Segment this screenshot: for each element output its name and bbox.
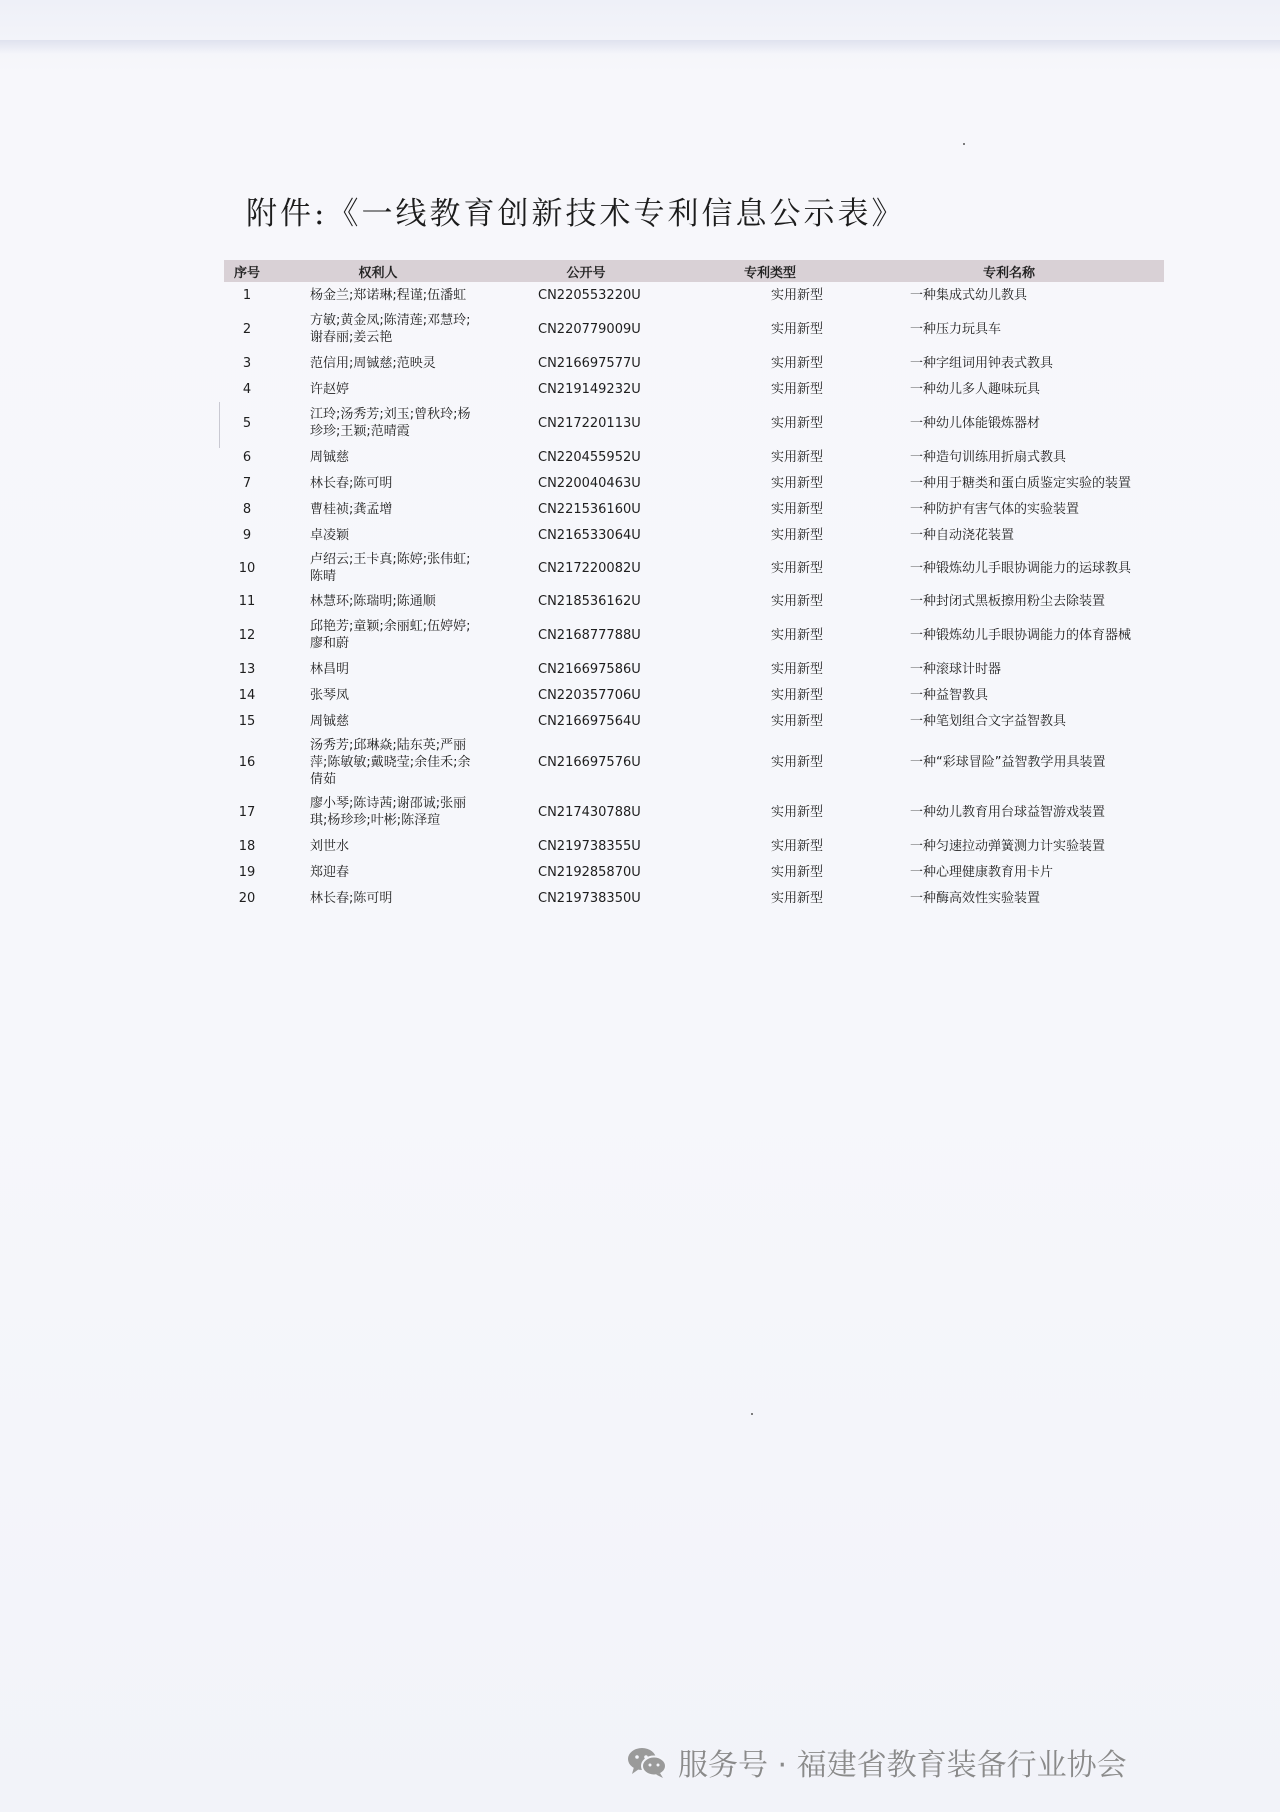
table-row: [224, 734, 1164, 791]
table-row: [224, 402, 1164, 444]
row-publication-number: CN220357706U: [538, 687, 641, 703]
row-publication-number: CN218536162U: [538, 593, 641, 609]
row-publication-number: CN216533064U: [538, 527, 641, 543]
row-holder: 杨金兰;郑诺琳;程谨;伍潘虹: [310, 287, 467, 303]
table-row: [224, 588, 1164, 614]
scan-speck: [751, 1413, 753, 1415]
row-patent-type: 实用新型: [770, 527, 823, 543]
watermark-text: 服务号 · 福建省教育装备行业协会: [678, 1748, 1127, 1783]
header-patent-name: 专利名称: [854, 260, 1164, 282]
table-body: [224, 282, 1164, 911]
table-row: [224, 682, 1164, 708]
row-patent-type: 实用新型: [770, 415, 823, 431]
row-holder: 刘世水: [310, 838, 350, 854]
row-holder: 张琴凤: [310, 687, 350, 703]
patent-table: [224, 260, 1164, 911]
row-patent-type: 实用新型: [770, 661, 823, 677]
row-index: 20: [238, 890, 256, 906]
row-holder: 汤秀芳;邱琳焱;陆东英;严丽萍;陈敏敏;戴晓莹;余佳禾;余倩茹: [310, 738, 471, 787]
row-holder: 范信用;周铖慈;范映灵: [310, 355, 436, 371]
row-publication-number: CN219285870U: [538, 864, 641, 880]
table-header-row: [224, 260, 1164, 282]
row-index: 1: [242, 287, 252, 303]
table-row: [224, 308, 1164, 350]
row-publication-number: CN217430788U: [538, 804, 641, 820]
row-holder: 林长春;陈可明: [310, 890, 393, 906]
row-patent-type: 实用新型: [770, 449, 823, 465]
row-index: 18: [238, 838, 256, 854]
row-publication-number: CN216877788U: [538, 627, 641, 643]
row-patent-name: 一种字组词用钟表式教具: [910, 355, 1054, 371]
row-index: 15: [238, 713, 256, 729]
row-patent-type: 实用新型: [770, 381, 823, 397]
row-publication-number: CN217220082U: [538, 560, 641, 576]
table-row: [224, 470, 1164, 496]
table-row: [224, 376, 1164, 402]
row-patent-name: 一种用于糖类和蛋白质鉴定实验的装置: [910, 475, 1132, 491]
row-holder: 卢绍云;王卡真;陈婷;张伟虹;陈晴: [310, 552, 471, 584]
table-row: [224, 656, 1164, 682]
row-patent-name: 一种心理健康教育用卡片: [910, 864, 1054, 880]
row-patent-name: 一种幼儿教育用台球益智游戏装置: [910, 804, 1106, 820]
row-patent-name: 一种压力玩具车: [910, 321, 1002, 337]
header-index: 序号: [224, 260, 270, 282]
header-publication-number: 公开号: [486, 260, 686, 282]
row-holder: 周铖慈: [310, 449, 350, 465]
row-index: 6: [242, 449, 252, 465]
row-patent-type: 实用新型: [770, 804, 823, 820]
row-publication-number: CN220779009U: [538, 321, 641, 337]
row-patent-type: 实用新型: [770, 890, 823, 906]
row-holder: 廖小琴;陈诗茜;谢邵诚;张丽琪;杨珍珍;叶彬;陈泽瑄: [310, 796, 467, 828]
row-holder: 卓凌颖: [310, 527, 350, 543]
row-publication-number: CN219149232U: [538, 381, 641, 397]
table-row: [224, 833, 1164, 859]
row-publication-number: CN220455952U: [538, 449, 641, 465]
row-publication-number: CN216697577U: [538, 355, 641, 371]
row-publication-number: CN216697564U: [538, 713, 641, 729]
margin-mark: [219, 402, 220, 448]
row-patent-type: 实用新型: [770, 560, 823, 576]
header-holder: 权利人: [270, 260, 486, 282]
table-row: [224, 282, 1164, 308]
row-patent-name: 一种造句训练用折扇式教具: [910, 449, 1067, 465]
row-patent-name: 一种锻炼幼儿手眼协调能力的体育器械: [910, 627, 1132, 643]
row-holder: 许赵婷: [310, 381, 350, 397]
row-patent-type: 实用新型: [770, 687, 823, 703]
scan-speck: [963, 143, 965, 145]
table-row: [224, 859, 1164, 885]
row-holder: 方敏;黄金凤;陈清莲;邓慧玲;谢春丽;姜云艳: [310, 313, 471, 345]
row-publication-number: CN219738350U: [538, 890, 641, 906]
row-index: 17: [238, 804, 256, 820]
row-patent-type: 实用新型: [770, 838, 823, 854]
row-patent-name: 一种酶高效性实验装置: [910, 890, 1041, 906]
row-patent-name: 一种益智教具: [910, 687, 989, 703]
row-patent-type: 实用新型: [770, 627, 823, 643]
row-index: 8: [242, 501, 252, 517]
row-index: 10: [238, 560, 256, 576]
row-publication-number: CN216697586U: [538, 661, 641, 677]
row-publication-number: CN220553220U: [538, 287, 641, 303]
table-row: [224, 885, 1164, 911]
table-row: [224, 791, 1164, 833]
row-patent-name: 一种锻炼幼儿手眼协调能力的运球教具: [910, 560, 1132, 576]
row-index: 14: [238, 687, 256, 703]
row-patent-type: 实用新型: [770, 475, 823, 491]
row-patent-name: 一种封闭式黑板擦用粉尘去除装置: [910, 593, 1106, 609]
table-row: [224, 614, 1164, 656]
scan-edge-shadow: [0, 40, 1280, 54]
row-patent-name: 一种“彩球冒险”益智教学用具装置: [910, 755, 1106, 770]
row-publication-number: CN220040463U: [538, 475, 641, 491]
row-index: 19: [238, 864, 256, 880]
row-publication-number: CN221536160U: [538, 501, 641, 517]
row-index: 11: [238, 593, 256, 609]
row-holder: 周铖慈: [310, 713, 350, 729]
row-patent-name: 一种幼儿体能锻炼器材: [910, 415, 1041, 431]
row-patent-name: 一种滚球计时器: [910, 661, 1002, 677]
row-index: 3: [242, 355, 252, 371]
table-row: [224, 444, 1164, 470]
row-index: 13: [238, 661, 256, 677]
table-row: [224, 522, 1164, 548]
row-holder: 邱艳芳;童颖;余丽虹;伍婷婷;廖和蔚: [310, 619, 471, 651]
row-index: 5: [242, 415, 252, 431]
row-index: 9: [242, 527, 252, 543]
table-row: [224, 496, 1164, 522]
row-holder: 林昌明: [310, 661, 350, 677]
row-patent-type: 实用新型: [770, 593, 823, 609]
row-index: 12: [238, 627, 256, 643]
row-publication-number: CN219738355U: [538, 838, 641, 854]
row-holder: 曹桂祯;龚孟增: [310, 501, 393, 517]
row-holder: 林慧环;陈瑞明;陈通顺: [310, 593, 436, 609]
row-patent-name: 一种集成式幼儿教具: [910, 287, 1028, 303]
table-row: [224, 708, 1164, 734]
row-patent-name: 一种幼儿多人趣味玩具: [910, 381, 1041, 397]
row-patent-type: 实用新型: [770, 713, 823, 729]
row-patent-type: 实用新型: [770, 501, 823, 517]
row-patent-name: 一种笔划组合文字益智教具: [910, 713, 1067, 729]
table-row: [224, 350, 1164, 376]
row-holder: 江玲;汤秀芳;刘玉;曾秋玲;杨珍珍;王颖;范晴霞: [310, 407, 471, 439]
row-patent-type: 实用新型: [770, 355, 823, 371]
table-row: [224, 548, 1164, 588]
row-patent-type: 实用新型: [770, 755, 823, 770]
row-patent-name: 一种防护有害气体的实验装置: [910, 501, 1080, 517]
row-patent-type: 实用新型: [770, 287, 823, 303]
row-index: 7: [242, 475, 252, 491]
row-index: 2: [242, 321, 252, 337]
document-title: 附件:《一线教育创新技术专利信息公示表》: [246, 196, 906, 232]
row-patent-type: 实用新型: [770, 321, 823, 337]
row-publication-number: CN216697576U: [538, 755, 641, 770]
row-index: 4: [242, 381, 252, 397]
header-patent-type: 专利类型: [686, 260, 854, 282]
watermark: [626, 1740, 1127, 1784]
row-holder: 郑迎春: [310, 864, 350, 880]
row-patent-name: 一种匀速拉动弹簧测力计实验装置: [910, 838, 1106, 854]
row-patent-type: 实用新型: [770, 864, 823, 880]
row-patent-name: 一种自动浇花装置: [910, 527, 1015, 543]
row-holder: 林长春;陈可明: [310, 475, 393, 491]
wechat-icon: [626, 1745, 668, 1779]
row-index: 16: [238, 755, 256, 770]
row-publication-number: CN217220113U: [538, 415, 641, 431]
